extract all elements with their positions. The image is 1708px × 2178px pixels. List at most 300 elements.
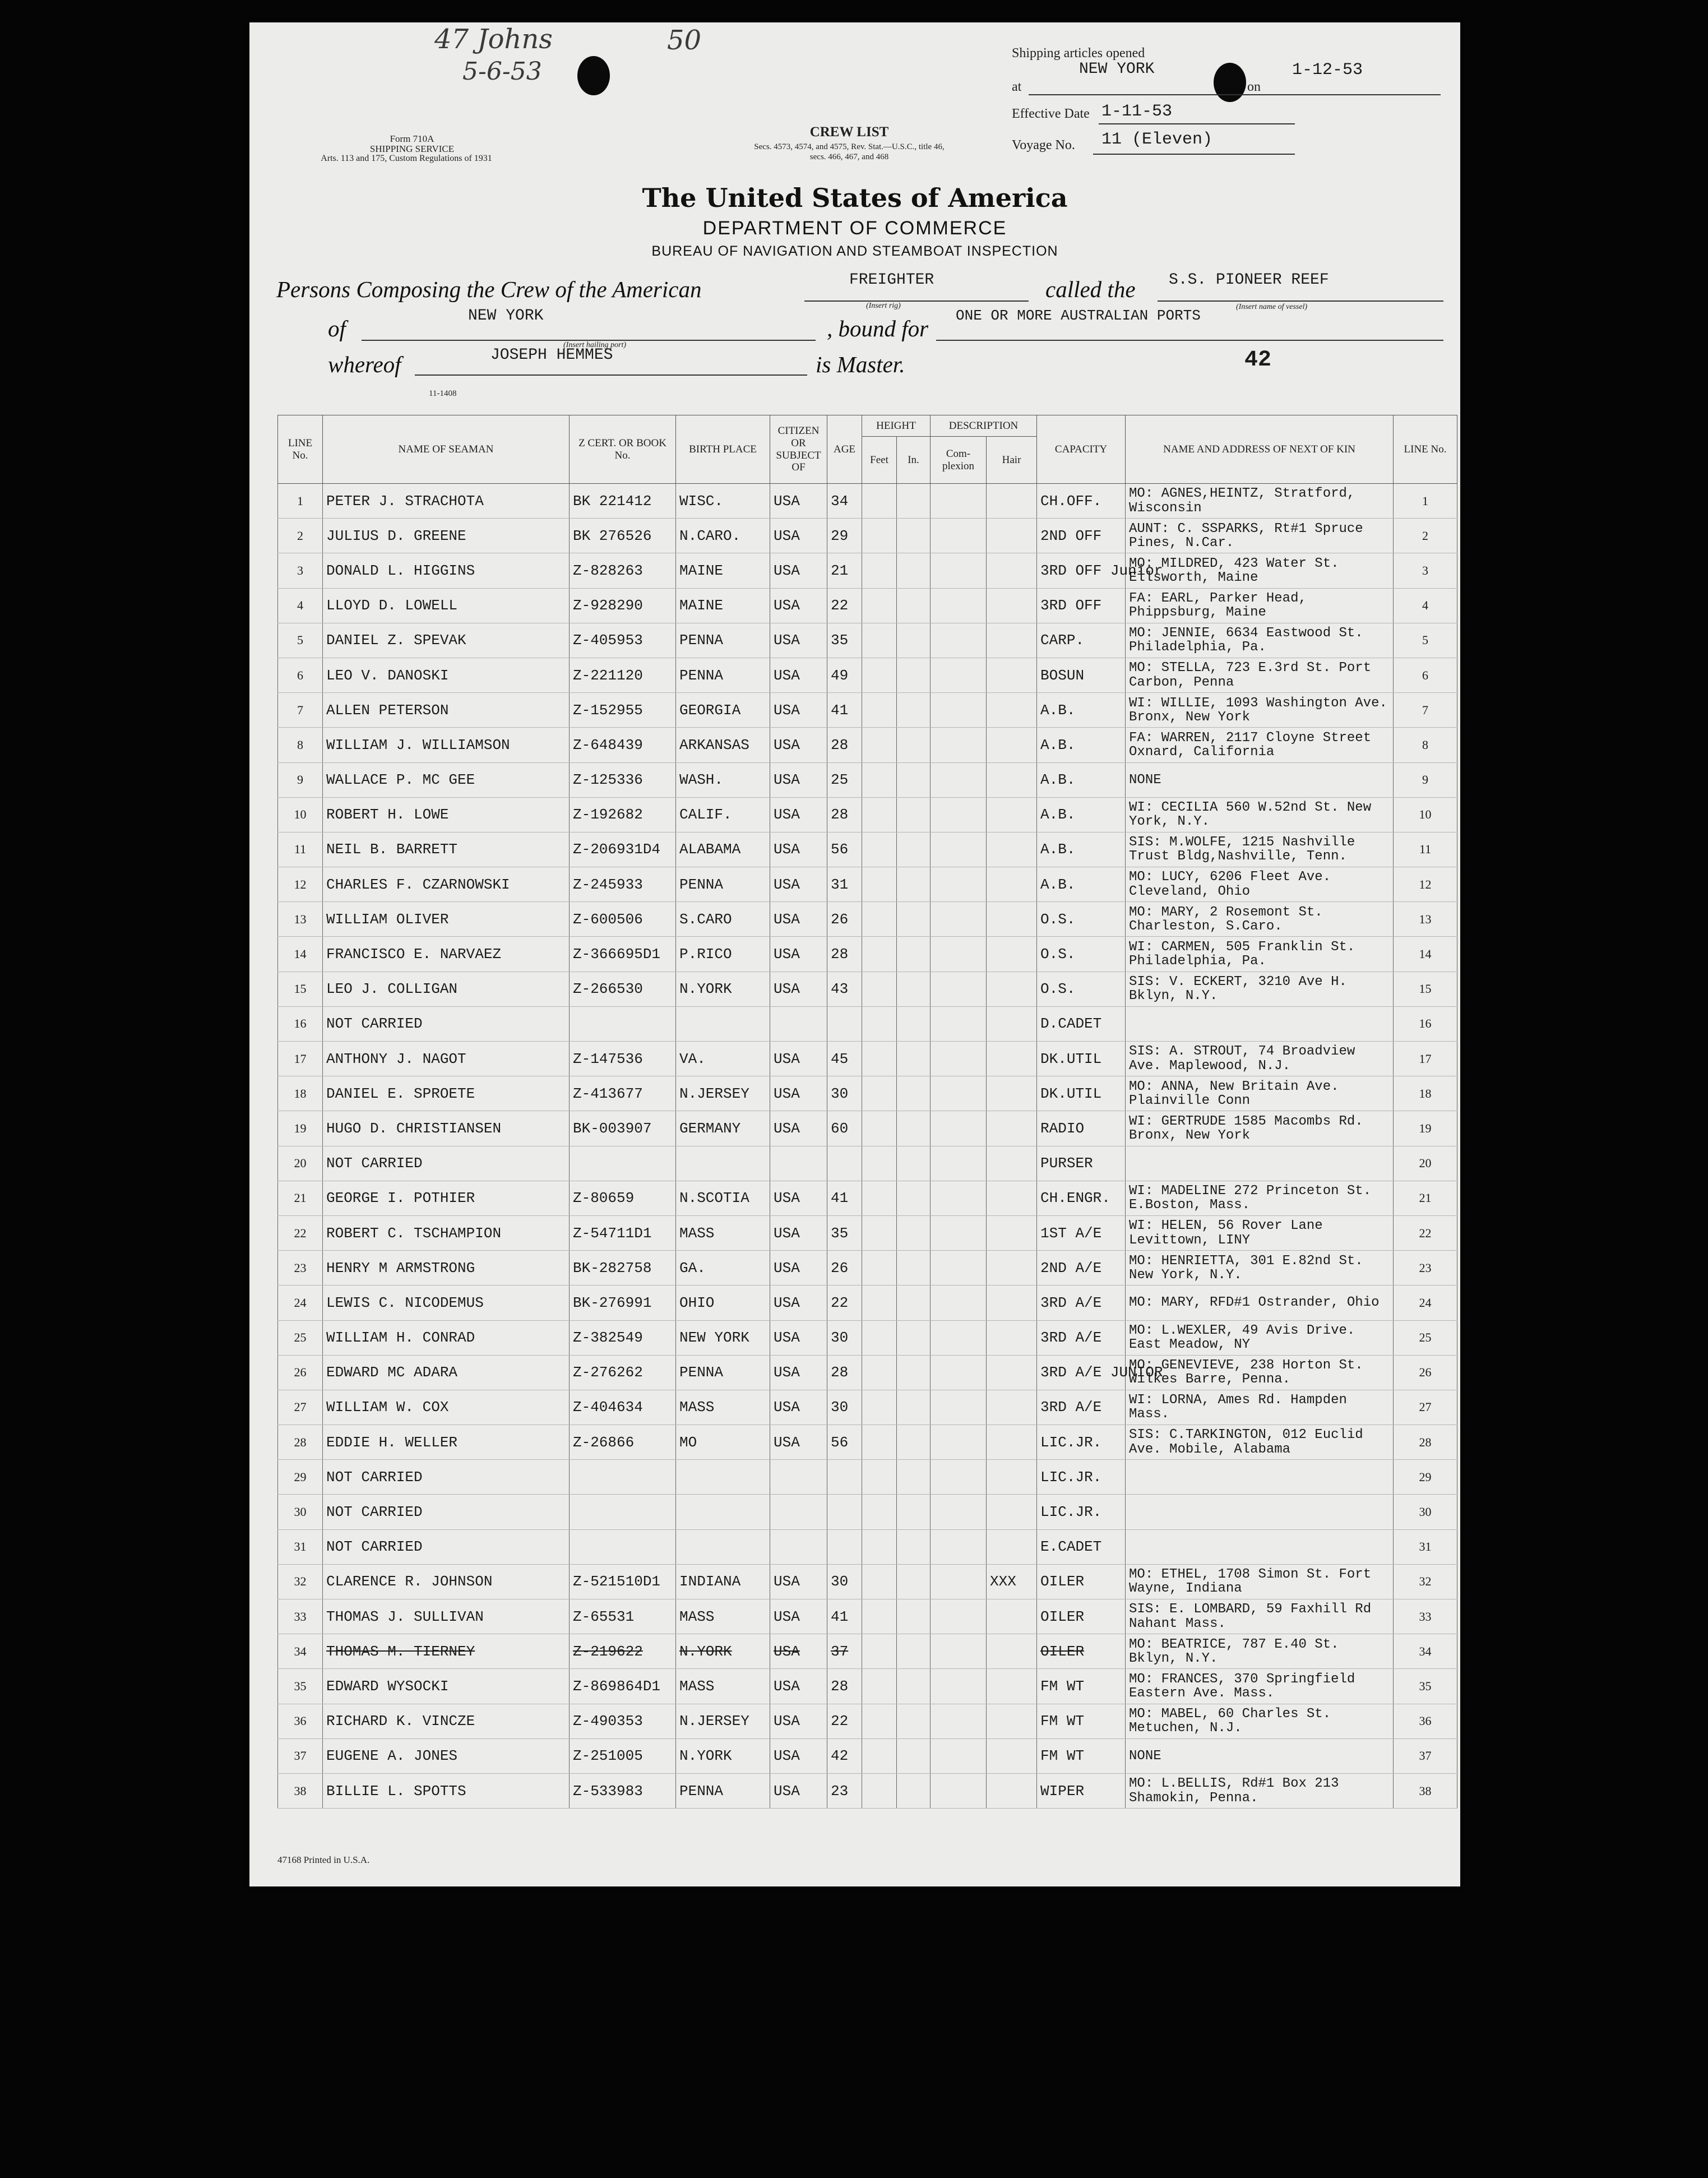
cert-number: Z-192682 [570, 797, 676, 832]
table-row [278, 797, 1457, 832]
on-value: 1-12-53 [1292, 61, 1363, 80]
height-inches [897, 484, 931, 519]
form-regulations: Arts. 113 and 175, Custom Regulations of 1931 [321, 154, 492, 163]
age: 28 [827, 1355, 862, 1390]
capacity: LIC.JR. [1037, 1495, 1126, 1529]
citizenship: USA [770, 1320, 827, 1355]
height-feet [862, 902, 897, 937]
master-underline [415, 374, 807, 376]
complexion [931, 484, 987, 519]
table-row [278, 1529, 1457, 1564]
hair [987, 588, 1037, 623]
line-number-right: 35 [1394, 1669, 1457, 1704]
vessel-value: S.S. PIONEER REEF [1169, 271, 1329, 289]
line-number: 31 [278, 1529, 323, 1564]
height-feet [862, 1704, 897, 1738]
capacity: 3RD OFF [1037, 588, 1126, 623]
line-number: 6 [278, 658, 323, 692]
cert-number: Z-245933 [570, 867, 676, 902]
table-row [278, 1669, 1457, 1704]
rig-underline [804, 300, 1029, 302]
age [827, 1460, 862, 1495]
hair [987, 1111, 1037, 1146]
height-inches [897, 1215, 931, 1250]
birth-place: WISC. [676, 484, 770, 519]
next-of-kin: FA: EARL, Parker Head, Phippsburg, Maine [1126, 588, 1394, 623]
next-of-kin: NONE [1126, 1738, 1394, 1773]
height-inches [897, 867, 931, 902]
capacity: BOSUN [1037, 658, 1126, 692]
capacity: DK.UTIL [1037, 1076, 1126, 1111]
capacity: A.B. [1037, 728, 1126, 762]
seaman-name: DANIEL Z. SPEVAK [323, 623, 570, 658]
seaman-name: LEO V. DANOSKI [323, 658, 570, 692]
citizenship: USA [770, 484, 827, 519]
citizenship: USA [770, 1669, 827, 1704]
hair [987, 972, 1037, 1006]
line-number: 19 [278, 1111, 323, 1146]
seaman-name: EUGENE A. JONES [323, 1738, 570, 1773]
hair [987, 1704, 1037, 1738]
seaman-name: PETER J. STRACHOTA [323, 484, 570, 519]
punch-hole-left [577, 56, 610, 95]
height-inches [897, 1738, 931, 1773]
seaman-name: FRANCISCO E. NARVAEZ [323, 937, 570, 972]
table-row [278, 519, 1457, 553]
col-capacity: CAPACITY [1037, 415, 1126, 484]
capacity: A.B. [1037, 797, 1126, 832]
table-row [278, 762, 1457, 797]
height-feet [862, 1320, 897, 1355]
bound-for-underline [936, 340, 1443, 341]
height-inches [897, 1111, 931, 1146]
height-feet [862, 1390, 897, 1425]
cert-number: Z-490353 [570, 1704, 676, 1738]
hair [987, 797, 1037, 832]
hair [987, 762, 1037, 797]
cert-number: Z-404634 [570, 1390, 676, 1425]
citizenship: USA [770, 867, 827, 902]
line-number-right: 21 [1394, 1181, 1457, 1215]
complexion [931, 972, 987, 1006]
seaman-name: NOT CARRIED [323, 1006, 570, 1041]
line-number: 24 [278, 1285, 323, 1320]
at-label: at [1012, 80, 1022, 94]
citizenship: USA [770, 1704, 827, 1738]
line-number-right: 9 [1394, 762, 1457, 797]
height-inches [897, 1529, 931, 1564]
birth-place [676, 1146, 770, 1181]
age: 26 [827, 1251, 862, 1285]
age: 28 [827, 797, 862, 832]
citizenship: USA [770, 519, 827, 553]
table-row [278, 553, 1457, 588]
hair [987, 1285, 1037, 1320]
height-inches [897, 937, 931, 972]
seaman-name: LLOYD D. LOWELL [323, 588, 570, 623]
insert-hailing-note: (Insert hailing port) [563, 341, 626, 349]
line-number-right: 23 [1394, 1251, 1457, 1285]
cert-number: Z-828263 [570, 553, 676, 588]
complexion [931, 1390, 987, 1425]
handwritten-note-2: 50 [667, 25, 702, 56]
capacity: A.B. [1037, 867, 1126, 902]
citizenship: USA [770, 1773, 827, 1808]
capacity: O.S. [1037, 902, 1126, 937]
citizenship: USA [770, 588, 827, 623]
height-feet [862, 762, 897, 797]
hair [987, 693, 1037, 728]
height-feet [862, 1251, 897, 1285]
age: 23 [827, 1773, 862, 1808]
complexion [931, 519, 987, 553]
printed-note: 47168 Printed in U.S.A. [277, 1855, 370, 1865]
crew-list-statute-1: Secs. 4573, 4574, and 4575, Rev. Stat.—U.S.C., title 46, [754, 142, 945, 151]
table-row [278, 1215, 1457, 1250]
at-value: NEW YORK [1079, 61, 1155, 78]
height-feet [862, 1495, 897, 1529]
line-number: 36 [278, 1704, 323, 1738]
citizenship: USA [770, 728, 827, 762]
capacity: RADIO [1037, 1111, 1126, 1146]
line-number: 11 [278, 832, 323, 867]
cert-number: Z-366695D1 [570, 937, 676, 972]
age: 42 [827, 1738, 862, 1773]
crew-list-statute-2: secs. 466, 467, and 468 [809, 152, 889, 161]
birth-place: P.RICO [676, 937, 770, 972]
birth-place: MASS [676, 1390, 770, 1425]
cert-number: Z-80659 [570, 1181, 676, 1215]
bound-for-label: , bound for [827, 316, 929, 341]
complexion [931, 1006, 987, 1041]
age: 35 [827, 623, 862, 658]
birth-place: PENNA [676, 658, 770, 692]
height-feet [862, 553, 897, 588]
capacity: DK.UTIL [1037, 1042, 1126, 1076]
birth-place: N.YORK [676, 1634, 770, 1669]
crew-rows [278, 484, 1457, 1809]
col-birth-place: BIRTH PLACE [676, 415, 770, 484]
hair [987, 728, 1037, 762]
line-number: 37 [278, 1738, 323, 1773]
birth-place: NEW YORK [676, 1320, 770, 1355]
height-inches [897, 553, 931, 588]
line-number-right: 38 [1394, 1773, 1457, 1808]
line-number: 28 [278, 1425, 323, 1460]
table-row [278, 1181, 1457, 1215]
next-of-kin: NONE [1126, 762, 1394, 797]
complexion [931, 623, 987, 658]
height-inches [897, 797, 931, 832]
cert-number: BK-276991 [570, 1285, 676, 1320]
cert-number: Z-206931D4 [570, 832, 676, 867]
complexion [931, 1599, 987, 1634]
seaman-name: EDDIE H. WELLER [323, 1425, 570, 1460]
height-feet [862, 797, 897, 832]
line-number-right: 8 [1394, 728, 1457, 762]
line-number: 2 [278, 519, 323, 553]
capacity: 3RD OFF Junior [1037, 553, 1126, 588]
complexion [931, 1320, 987, 1355]
height-feet [862, 1425, 897, 1460]
citizenship: USA [770, 693, 827, 728]
table-row [278, 1355, 1457, 1390]
citizenship: USA [770, 553, 827, 588]
next-of-kin: MO: L.WEXLER, 49 Avis Drive. East Meadow, NY [1126, 1320, 1394, 1355]
line-number-right: 10 [1394, 797, 1457, 832]
line-number: 16 [278, 1006, 323, 1041]
age: 22 [827, 1285, 862, 1320]
table-row [278, 1006, 1457, 1041]
height-feet [862, 693, 897, 728]
height-feet [862, 1076, 897, 1111]
birth-place [676, 1529, 770, 1564]
birth-place [676, 1006, 770, 1041]
birth-place: CALIF. [676, 797, 770, 832]
next-of-kin [1126, 1529, 1394, 1564]
line-number: 25 [278, 1320, 323, 1355]
col-inches: In. [897, 437, 931, 484]
birth-place: VA. [676, 1042, 770, 1076]
next-of-kin: MO: MABEL, 60 Charles St. Metuchen, N.J. [1126, 1704, 1394, 1738]
height-feet [862, 937, 897, 972]
line-number-right: 15 [1394, 972, 1457, 1006]
cert-number: BK 276526 [570, 519, 676, 553]
capacity: D.CADET [1037, 1006, 1126, 1041]
line-number: 27 [278, 1390, 323, 1425]
complexion [931, 1460, 987, 1495]
complexion [931, 867, 987, 902]
cert-number: Z-65531 [570, 1599, 676, 1634]
age: 45 [827, 1042, 862, 1076]
shipping-articles-label: Shipping articles opened [1012, 46, 1145, 61]
hair [987, 623, 1037, 658]
complexion [931, 797, 987, 832]
height-feet [862, 1146, 897, 1181]
citizenship: USA [770, 797, 827, 832]
table-row [278, 1599, 1457, 1634]
table-row [278, 1460, 1457, 1495]
insert-rig-note: (Insert rig) [866, 302, 901, 310]
table-row [278, 867, 1457, 902]
capacity: A.B. [1037, 762, 1126, 797]
effective-date-value: 1-11-53 [1101, 102, 1173, 121]
line-number-right: 7 [1394, 693, 1457, 728]
hair [987, 1042, 1037, 1076]
complexion [931, 1738, 987, 1773]
line-number: 3 [278, 553, 323, 588]
col-complexion: Com-plexion [931, 437, 987, 484]
cert-number: Z-219622 [570, 1634, 676, 1669]
next-of-kin: MO: MARY, RFD#1 Ostrander, Ohio [1126, 1285, 1394, 1320]
effective-date-label: Effective Date [1012, 107, 1090, 121]
birth-place: PENNA [676, 1773, 770, 1808]
height-inches [897, 1076, 931, 1111]
complexion [931, 1773, 987, 1808]
hair [987, 484, 1037, 519]
age: 25 [827, 762, 862, 797]
cert-number: Z-382549 [570, 1320, 676, 1355]
age: 60 [827, 1111, 862, 1146]
cert-number: BK 221412 [570, 484, 676, 519]
line-number-right: 11 [1394, 832, 1457, 867]
complexion [931, 728, 987, 762]
seaman-name: HUGO D. CHRISTIANSEN [323, 1111, 570, 1146]
seaman-name: EDWARD MC ADARA [323, 1355, 570, 1390]
line-number: 35 [278, 1669, 323, 1704]
height-feet [862, 1773, 897, 1808]
hair [987, 658, 1037, 692]
cert-number: Z-405953 [570, 623, 676, 658]
birth-place: MASS [676, 1215, 770, 1250]
voyage-underline [1093, 154, 1295, 155]
age: 41 [827, 1599, 862, 1634]
seaman-name: THOMAS J. SULLIVAN [323, 1599, 570, 1634]
capacity: E.CADET [1037, 1529, 1126, 1564]
table-row [278, 1390, 1457, 1425]
table-row [278, 937, 1457, 972]
crew-list-document [249, 22, 1460, 1886]
complexion [931, 1425, 987, 1460]
complexion [931, 1529, 987, 1564]
line-number-right: 25 [1394, 1320, 1457, 1355]
citizenship [770, 1529, 827, 1564]
hair [987, 1495, 1037, 1529]
citizenship: USA [770, 1634, 827, 1669]
age: 35 [827, 1215, 862, 1250]
col-next-of-kin: NAME AND ADDRESS OF NEXT OF KIN [1126, 415, 1394, 484]
table-row [278, 484, 1457, 519]
table-row [278, 623, 1457, 658]
height-feet [862, 1634, 897, 1669]
table-row [278, 1042, 1457, 1076]
birth-place [676, 1495, 770, 1529]
age: 28 [827, 1669, 862, 1704]
capacity: FM WT [1037, 1669, 1126, 1704]
citizenship: USA [770, 1111, 827, 1146]
birth-place: MO [676, 1425, 770, 1460]
hair [987, 1076, 1037, 1111]
capacity: PURSER [1037, 1146, 1126, 1181]
next-of-kin: WI: WILLIE, 1093 Washington Ave. Bronx, New York [1126, 693, 1394, 728]
height-inches [897, 1669, 931, 1704]
line-number: 20 [278, 1146, 323, 1181]
hair [987, 553, 1037, 588]
crew-list-title: CREW LIST [809, 124, 889, 140]
hair [987, 1425, 1037, 1460]
height-inches [897, 902, 931, 937]
citizenship: USA [770, 1285, 827, 1320]
handwritten-note-1: 47 Johns [434, 24, 553, 55]
height-feet [862, 1042, 897, 1076]
height-inches [897, 519, 931, 553]
line-number-right: 16 [1394, 1006, 1457, 1041]
col-name: NAME OF SEAMAN [323, 415, 570, 484]
birth-place: GERMANY [676, 1111, 770, 1146]
height-inches [897, 1390, 931, 1425]
complexion [931, 1181, 987, 1215]
col-description: DESCRIPTION [931, 415, 1037, 437]
seaman-name: NOT CARRIED [323, 1529, 570, 1564]
height-feet [862, 832, 897, 867]
next-of-kin: MO: GENEVIEVE, 238 Horton St. Wilkes Barre, Penna. [1126, 1355, 1394, 1390]
line-number: 18 [278, 1076, 323, 1111]
height-inches [897, 1006, 931, 1041]
line-number: 8 [278, 728, 323, 762]
capacity: FM WT [1037, 1704, 1126, 1738]
citizenship: USA [770, 902, 827, 937]
line-number-right: 27 [1394, 1390, 1457, 1425]
col-line-no: LINE No. [278, 415, 323, 484]
seaman-name: ROBERT H. LOWE [323, 797, 570, 832]
line-number: 30 [278, 1495, 323, 1529]
is-master-label: is Master. [816, 352, 905, 377]
table-row [278, 1495, 1457, 1529]
hair [987, 1215, 1037, 1250]
department-title: DEPARTMENT OF COMMERCE [702, 218, 1007, 239]
birth-place: N.YORK [676, 972, 770, 1006]
line-number: 4 [278, 588, 323, 623]
line-number: 22 [278, 1215, 323, 1250]
birth-place: MASS [676, 1669, 770, 1704]
complexion [931, 902, 987, 937]
citizenship: USA [770, 937, 827, 972]
birth-place: INDIANA [676, 1564, 770, 1599]
table-row [278, 588, 1457, 623]
capacity: CH.ENGR. [1037, 1181, 1126, 1215]
line-number-right: 6 [1394, 658, 1457, 692]
age: 56 [827, 832, 862, 867]
height-inches [897, 1320, 931, 1355]
cert-number: Z-147536 [570, 1042, 676, 1076]
table-row [278, 1738, 1457, 1773]
height-feet [862, 1738, 897, 1773]
complexion [931, 658, 987, 692]
citizenship: USA [770, 832, 827, 867]
capacity: OILER [1037, 1564, 1126, 1599]
table-row [278, 832, 1457, 867]
height-inches [897, 1425, 931, 1460]
col-line-no-right: LINE No. [1394, 415, 1457, 484]
line-number-right: 28 [1394, 1425, 1457, 1460]
of-label: of [328, 316, 346, 341]
cert-number: Z-221120 [570, 658, 676, 692]
age [827, 1006, 862, 1041]
seaman-name: ANTHONY J. NAGOT [323, 1042, 570, 1076]
age: 31 [827, 867, 862, 902]
capacity: 3RD A/E JUNIOR [1037, 1355, 1126, 1390]
hair [987, 832, 1037, 867]
col-feet: Feet [862, 437, 897, 484]
seaman-name: WILLIAM W. COX [323, 1390, 570, 1425]
height-feet [862, 1529, 897, 1564]
line-number-right: 30 [1394, 1495, 1457, 1529]
capacity: OILER [1037, 1634, 1126, 1669]
col-height: HEIGHT [862, 415, 931, 437]
cert-number: Z-125336 [570, 762, 676, 797]
complexion [931, 1042, 987, 1076]
citizenship: USA [770, 623, 827, 658]
line-number: 38 [278, 1773, 323, 1808]
line-number-right: 1 [1394, 484, 1457, 519]
age: 34 [827, 484, 862, 519]
line-number-right: 18 [1394, 1076, 1457, 1111]
height-feet [862, 658, 897, 692]
cert-number: Z-54711D1 [570, 1215, 676, 1250]
birth-place [676, 1460, 770, 1495]
capacity: O.S. [1037, 972, 1126, 1006]
line-number: 10 [278, 797, 323, 832]
